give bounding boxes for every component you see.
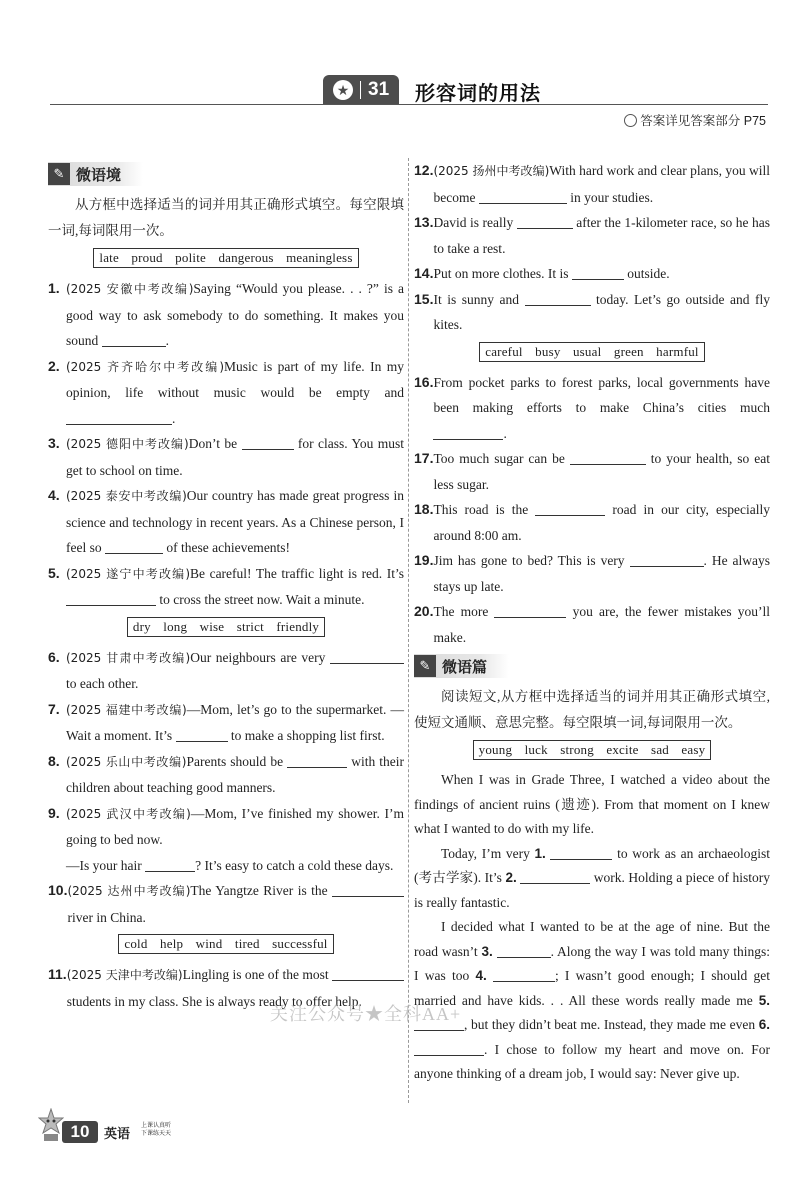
question-text: Parents should be [186,753,284,769]
answer-blank[interactable] [105,539,163,554]
mascot-icon [38,1108,64,1142]
blank-number: 5. [758,992,770,1008]
question-text-end: road in our city, especially around 8:00 am. [433,502,770,543]
question-3 [48,431,404,483]
passage-text: work. Holding a piece of history is really fantastic. [414,870,771,910]
question-number: 7. [48,700,60,717]
question-text: Be careful! The traffic light is red. It’s [190,565,404,581]
question-source: (2025 达州中考改编) [67,884,191,898]
question-number: 19. [414,552,434,568]
question-text-end: to each other. [66,676,139,691]
question-text-end: to cross the street now. Wait a minute. [159,592,365,607]
question-7 [48,697,404,749]
answer-blank[interactable] [535,501,605,516]
question-number: 16. [414,373,434,390]
question-number: 6. [48,648,60,665]
question-text-end: . [165,333,170,348]
question-number: 12. [414,162,434,178]
question-number: 15. [414,290,434,307]
question-text-end: ? It’s easy to catch a cold these days. [195,857,394,873]
question-source: (2025 扬州中考改编) [433,164,550,178]
watermark-text: 关注公众号★全科AA+ [270,1004,462,1024]
answer-blank[interactable] [287,753,347,768]
page-number: 10 [62,1121,98,1143]
word-box-2: dry long wise strict friendly [127,617,325,637]
question-text: The Yangtze River is the [190,883,328,898]
question-text: Our country has made great progress in science and technology in recent years. As a Chinese person, I feel so [66,488,404,555]
question-source: (2025 遂宁中考改编) [66,566,191,581]
question-9 [48,801,404,879]
question-4 [48,483,404,561]
section-heading-text: 微语境 [76,166,122,184]
passage-text: . Along the way I was told many things: I was too [414,943,771,983]
blank-number: 2. [505,870,517,885]
question-text: —Mom, let’s go to the supermarket. —Wait a moment. It’s [66,701,405,743]
question-text-end: for class. You must get to school on time. [66,436,405,478]
answer-blank[interactable] [572,265,624,280]
badge-divider [360,81,361,99]
question-number: 3. [48,435,60,451]
answer-blank[interactable] [497,943,551,958]
question-number: 13. [414,214,434,230]
pencil-icon: ✎ [414,655,436,677]
question-text: The more [433,604,489,619]
subject-label: 英语 [104,1126,131,1141]
answer-blank[interactable] [520,869,590,884]
question-17 [414,446,770,497]
question-source: (2025 安徽中考改编) [66,282,194,296]
word-box-1: late proud polite dangerous meaningless [93,248,358,268]
question-number: 9. [48,804,60,821]
passage-text: ; I wasn’t good enough; I should get married and have kids. . . All these words really made me [414,968,771,1008]
question-number: 11. [48,966,67,982]
passage-text: to work as an archaeologist (考古学家). It’s [414,845,771,885]
lesson-number: 31 [368,79,390,100]
blank-number: 4. [475,968,487,983]
motto-line: 上课认真听 [141,1123,172,1129]
passage-paragraph-2 [414,842,770,916]
question-source: (2025 乐山中考改编) [66,754,187,769]
answer-blank[interactable] [66,410,172,425]
passage-paragraph-3 [414,915,770,1087]
question-source: (2025 德阳中考改编) [66,437,189,451]
page-title: 形容词的用法 [415,83,541,105]
question-text-2: —Is your hair [66,857,142,873]
passage-text: Today, I’m very [441,845,530,861]
passage-text: , but they didn’t beat me. Instead, they made me even [464,1017,756,1032]
section-heading-micro-context [48,162,143,186]
question-12 [414,158,770,210]
question-text-end: outside. [627,266,670,281]
question-number: 17. [414,450,434,466]
answer-blank[interactable] [330,649,404,664]
question-text-end: with their children about teaching good manners. [66,753,405,795]
question-14 [414,261,770,287]
question-number: 14. [414,265,434,281]
question-15 [414,287,770,338]
question-text: Too much sugar can be [433,451,565,466]
header-rule [50,104,768,105]
question-text-end: to make a shopping list first. [230,728,385,743]
question-text-end: students in my class. She is always ready to offer help. [66,993,362,1009]
question-19 [414,548,770,599]
question-text-end: you are, the fewer mistakes you’ll make. [433,604,771,645]
question-text: This road is the [433,502,529,517]
right-column [414,158,770,1087]
answer-blank[interactable] [517,214,573,229]
section-heading-text: 微语篇 [442,658,488,676]
blank-number: 1. [534,845,546,861]
question-number: 4. [48,487,60,503]
question-18 [414,497,770,548]
answer-blank[interactable] [414,1041,484,1056]
question-text: Jim has gone to bed? This is very [433,553,625,568]
question-text: Put on more clothes. It is [433,266,569,281]
answer-reference [624,111,766,129]
question-text: Lingling is one of the most [182,967,329,982]
question-source: (2025 天津中考改编) [66,968,183,982]
question-source: (2025 甘肃中考改编) [66,650,191,665]
word-box-5: young luck strong excite sad easy [473,740,712,760]
footer-motto [141,1122,181,1138]
question-text: Music is part of my life. In my opinion, life without music would be empty and [66,358,404,400]
question-text-end: river in China. [67,909,146,925]
question-source: (2025 福建中考改编) [66,702,187,717]
question-text-end: of these achievements! [166,540,291,555]
question-text-end: . [503,425,507,441]
question-10 [48,878,404,930]
question-5 [48,561,404,613]
question-text: It is sunny and [433,291,519,307]
section-heading-micro-passage [414,654,509,678]
question-text-end: . He always stays up late. [433,553,771,594]
answer-blank[interactable] [525,291,591,306]
question-20 [414,599,770,650]
motto-line: 下课练天天 [141,1131,172,1137]
column-divider [408,158,409,1103]
question-text-end: in your studies. [570,189,654,205]
search-icon [624,114,637,127]
answer-blank[interactable] [493,967,555,982]
word-box-3: cold help wind tired successful [118,934,333,954]
question-text-end: . [172,410,176,426]
answer-reference-text: 答案详见答案部分 P75 [640,114,766,128]
answer-blank[interactable] [550,845,612,860]
question-8 [48,749,404,801]
question-text: Don’t be [188,436,238,451]
answer-blank[interactable] [176,727,228,742]
question-2 [48,354,404,432]
pencil-icon: ✎ [48,163,70,185]
question-text: David is really [433,215,514,230]
blank-number: 3. [481,943,493,959]
question-number: 5. [48,564,60,581]
answer-blank[interactable] [433,425,503,440]
section-instruction: 阅读短文,从方框中选择适当的词并用其正确形式填空,使短文通顺、意思完整。每空限填一词,每词限用一次。 [414,689,770,730]
question-6 [48,645,404,697]
question-source: (2025 齐齐哈尔中考改编) [66,359,225,374]
question-source: (2025 武汉中考改编) [66,806,191,821]
question-text: From pocket parks to forest parks, local governments have been making efforts to make China’s cities much [433,374,770,415]
word-box-4: careful busy usual green harmful [479,342,705,362]
question-1 [48,276,404,354]
question-text: With hard work and clear plans, you will become [433,163,770,205]
answer-blank[interactable] [479,189,567,204]
question-number: 8. [48,752,60,769]
answer-blank[interactable] [332,966,404,981]
lesson-badge [323,75,399,105]
answer-blank[interactable] [102,332,166,347]
star-icon: ★ [333,80,353,100]
question-number: 1. [48,280,60,296]
answer-blank[interactable] [332,882,404,897]
question-source: (2025 泰安中考改编) [66,489,187,503]
answer-blank[interactable] [145,857,195,872]
question-16 [414,370,770,447]
passage-paragraph-1: When I was in Grade Three, I watched a video about the findings of ancient ruins (遗迹). From that moment on I knew what I wanted to do with my life. [414,772,770,836]
passage-text: I decided what I wanted to be at the age of nine. But the road wasn’t [414,919,770,959]
question-number: 20. [414,603,434,619]
question-text: Saying “Would you please. . . ?” is a good way to ask somebody to do something. It makes you sound [66,281,404,348]
section-instruction: 从方框中选择适当的词并用其正确形式填空。每空限填一词,每词限用一次。 [48,197,404,238]
question-number: 2. [48,357,60,374]
question-text-end: after the 1-kilometer race, so he has to take a rest. [433,215,770,256]
question-text: Our neighbours are very [190,649,326,665]
answer-blank[interactable] [66,591,156,606]
passage-text: . I chose to follow my heart and move on. For anyone thinking of a dream job, I would say: Never give up. [414,1041,770,1081]
answer-blank[interactable] [570,450,646,465]
answer-blank[interactable] [494,603,566,618]
blank-number: 6. [758,1017,770,1032]
question-text: —Mom, I’ve finished my shower. I’m going to bed now. [66,805,405,847]
answer-blank[interactable] [630,552,704,567]
question-text-end: today. Let’s go outside and fly kites. [433,291,771,332]
left-column [48,158,404,1014]
answer-blank[interactable] [242,435,294,450]
question-13 [414,210,770,261]
question-text-end: to your health, so eat less sugar. [433,451,771,492]
question-number: 10. [48,882,68,898]
question-number: 18. [414,501,434,517]
